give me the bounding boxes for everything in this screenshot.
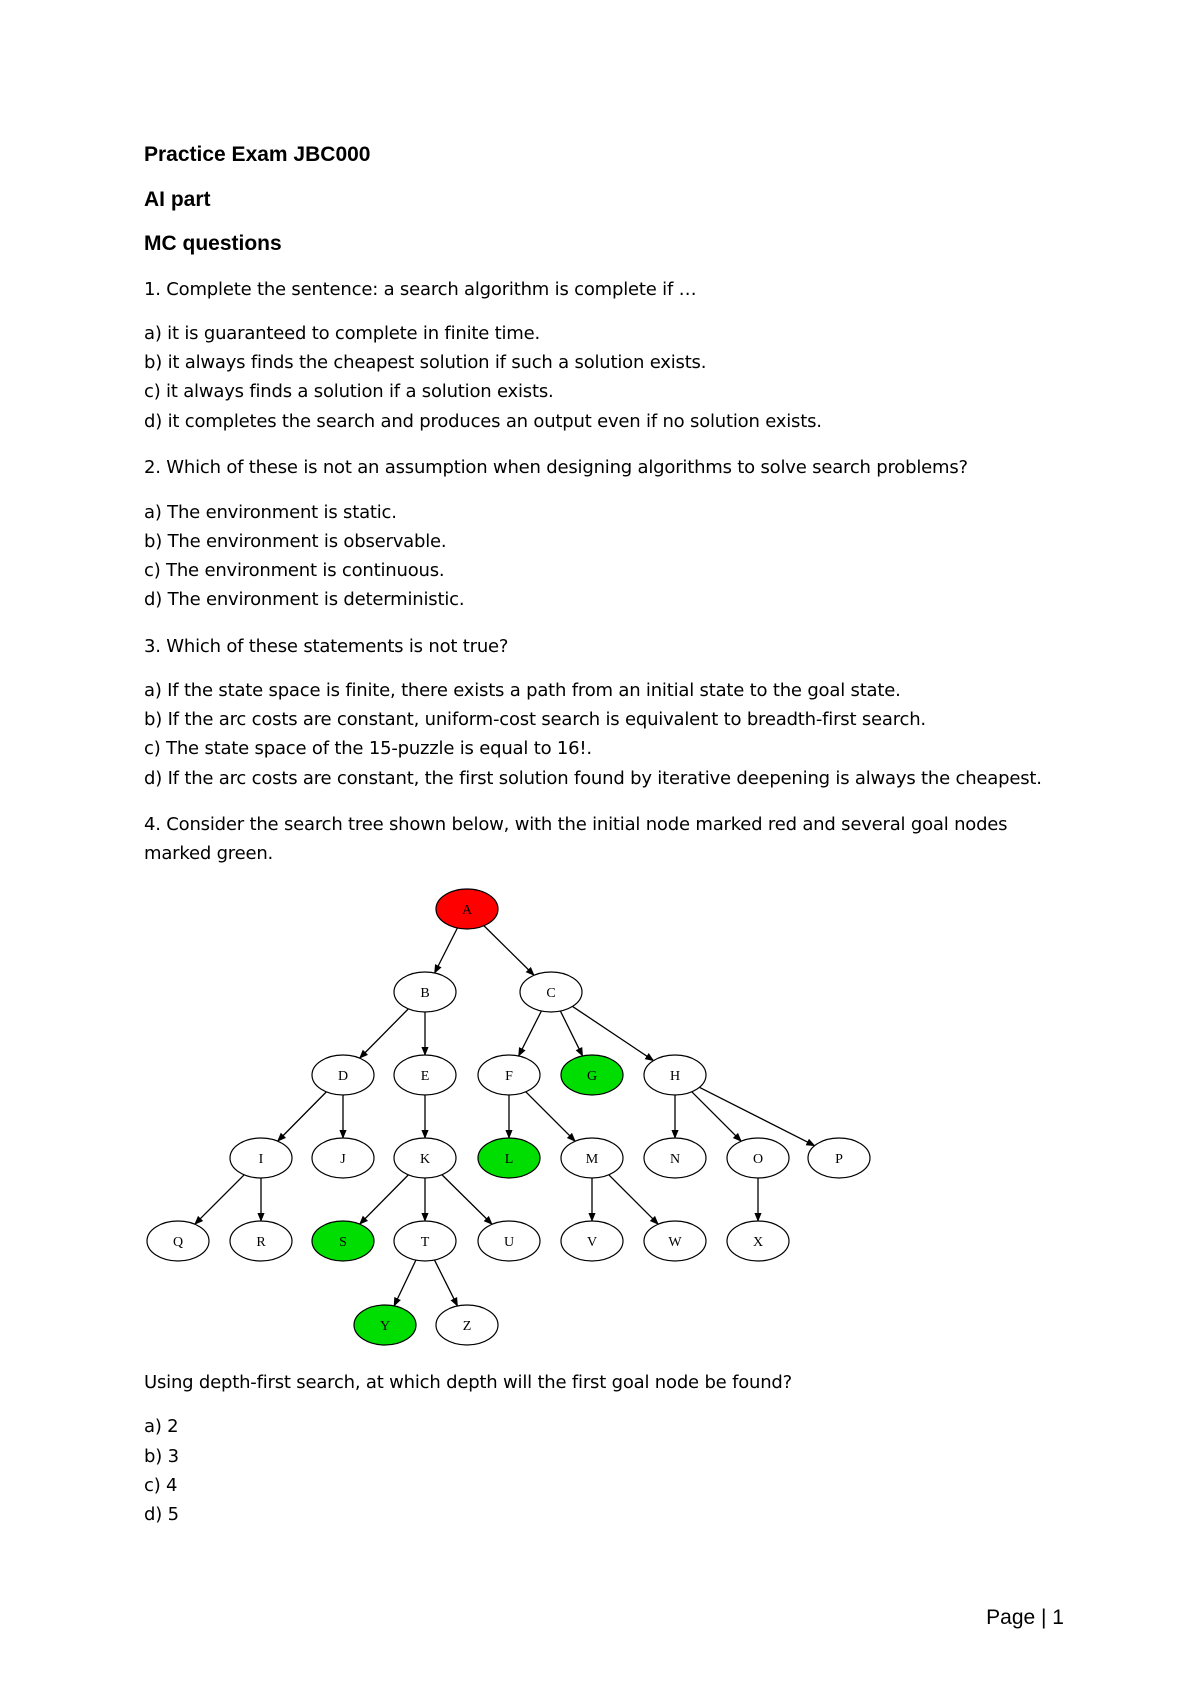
tree-edge-m-w	[609, 1175, 658, 1224]
tree-edge-k-s	[360, 1175, 409, 1224]
section-heading: AI part	[144, 188, 211, 211]
tree-node-label: T	[420, 1235, 430, 1250]
question-3-option-c: c) The state space of the 15-puzzle is equal to 16!.	[144, 738, 592, 759]
tree-node-v	[561, 1221, 623, 1261]
tree-node-label: P	[835, 1152, 843, 1167]
tree-edge-a-c	[484, 926, 534, 976]
question-4-option-c: c) 4	[144, 1475, 178, 1496]
tree-node-s	[312, 1221, 374, 1261]
tree-node-i	[230, 1138, 292, 1178]
tree-node-n	[644, 1138, 706, 1178]
question-1-option-c: c) it always finds a solution if a solution exists.	[144, 381, 554, 402]
tree-node-label: E	[420, 1069, 430, 1084]
tree-node-label: G	[586, 1069, 598, 1084]
tree-node-j	[312, 1138, 374, 1178]
tree-edge-h-o	[692, 1092, 741, 1141]
tree-node-m	[561, 1138, 623, 1178]
tree-edge-t-y	[394, 1260, 416, 1306]
tree-node-e	[394, 1055, 456, 1095]
tree-node-label: K	[419, 1152, 431, 1167]
tree-node-c	[520, 972, 582, 1012]
tree-node-t	[394, 1221, 456, 1261]
tree-node-a	[436, 889, 498, 929]
tree-node-l	[478, 1138, 540, 1178]
tree-node-label: L	[504, 1152, 514, 1167]
tree-node-label: F	[505, 1069, 513, 1084]
tree-node-label: S	[339, 1235, 347, 1250]
tree-node-f	[478, 1055, 540, 1095]
tree-node-label: N	[669, 1152, 681, 1167]
tree-node-h	[644, 1055, 706, 1095]
question-1-option-b: b) it always finds the cheapest solution if such a solution exists.	[144, 352, 707, 373]
tree-edge-c-g	[560, 1011, 582, 1056]
tree-edge-t-z	[435, 1260, 458, 1306]
tree-node-label: I	[258, 1152, 264, 1167]
tree-edge-k-u	[442, 1175, 492, 1225]
tree-edge-a-b	[435, 928, 458, 973]
tree-node-u	[478, 1221, 540, 1261]
question-4-option-d: d) 5	[144, 1504, 179, 1525]
tree-node-label: R	[256, 1235, 266, 1250]
tree-node-label: J	[340, 1152, 346, 1167]
question-3-option-d: d) If the arc costs are constant, the first solution found by iterative deepening is always the cheapest.	[144, 768, 1042, 789]
tree-node-label: Z	[462, 1319, 472, 1334]
question-3-prompt: 3. Which of these statements is not true?	[144, 636, 509, 657]
question-3-option-a: a) If the state space is finite, there exists a path from an initial state to the goal state.	[144, 680, 901, 701]
tree-node-z	[436, 1305, 498, 1345]
tree-node-label: A	[461, 903, 473, 918]
tree-node-x	[727, 1221, 789, 1261]
question-2-option-a: a) The environment is static.	[144, 502, 397, 523]
tree-edge-b-d	[360, 1009, 409, 1058]
tree-node-label: V	[586, 1235, 598, 1250]
tree-edge-f-m	[526, 1092, 575, 1141]
tree-node-b	[394, 972, 456, 1012]
question-2-prompt: 2. Which of these is not an assumption when designing algorithms to solve search problems?	[144, 457, 968, 478]
subsection-heading: MC questions	[144, 232, 282, 255]
tree-node-label: W	[668, 1235, 682, 1250]
page-number: Page | 1	[986, 1606, 1064, 1629]
question-1-prompt: 1. Complete the sentence: a search algorithm is complete if …	[144, 279, 697, 300]
tree-node-p	[808, 1138, 870, 1178]
question-4-prompt-line-1: 4. Consider the search tree shown below, with the initial node marked red and several goal nodes	[144, 814, 1008, 835]
tree-node-y	[354, 1305, 416, 1345]
question-2-option-b: b) The environment is observable.	[144, 531, 447, 552]
document-title: Practice Exam JBC000	[144, 143, 371, 166]
tree-node-label: U	[503, 1235, 515, 1250]
question-2-option-d: d) The environment is deterministic.	[144, 589, 465, 610]
question-4-option-b: b) 3	[144, 1446, 179, 1467]
tree-node-label: O	[752, 1152, 764, 1167]
tree-node-k	[394, 1138, 456, 1178]
tree-node-label: D	[337, 1069, 349, 1084]
tree-edge-c-f	[519, 1011, 542, 1056]
tree-node-label: M	[585, 1152, 599, 1167]
question-3-option-b: b) If the arc costs are constant, uniform-cost search is equivalent to breadth-first search.	[144, 709, 926, 730]
question-4-option-a: a) 2	[144, 1416, 179, 1437]
tree-node-label: Y	[379, 1319, 391, 1334]
tree-node-d	[312, 1055, 374, 1095]
tree-node-label: H	[669, 1069, 681, 1084]
question-1-option-d: d) it completes the search and produces an output even if no solution exists.	[144, 411, 822, 432]
tree-node-o	[727, 1138, 789, 1178]
tree-edge-i-q	[195, 1175, 244, 1224]
question-4-prompt-line-2: marked green.	[144, 843, 274, 864]
question-4-followup: Using depth-first search, at which depth will the first goal node be found?	[144, 1372, 793, 1393]
tree-node-label: X	[752, 1235, 764, 1250]
tree-node-q	[147, 1221, 209, 1261]
tree-edge-c-h	[573, 1006, 654, 1060]
tree-node-label: C	[546, 986, 556, 1001]
tree-node-label: Q	[172, 1235, 184, 1250]
tree-node-r	[230, 1221, 292, 1261]
tree-node-label: B	[420, 986, 430, 1001]
tree-edge-d-i	[278, 1092, 327, 1141]
tree-node-g	[561, 1055, 623, 1095]
question-2-option-c: c) The environment is continuous.	[144, 560, 445, 581]
question-1-option-a: a) it is guaranteed to complete in finite time.	[144, 323, 541, 344]
tree-node-w	[644, 1221, 706, 1261]
